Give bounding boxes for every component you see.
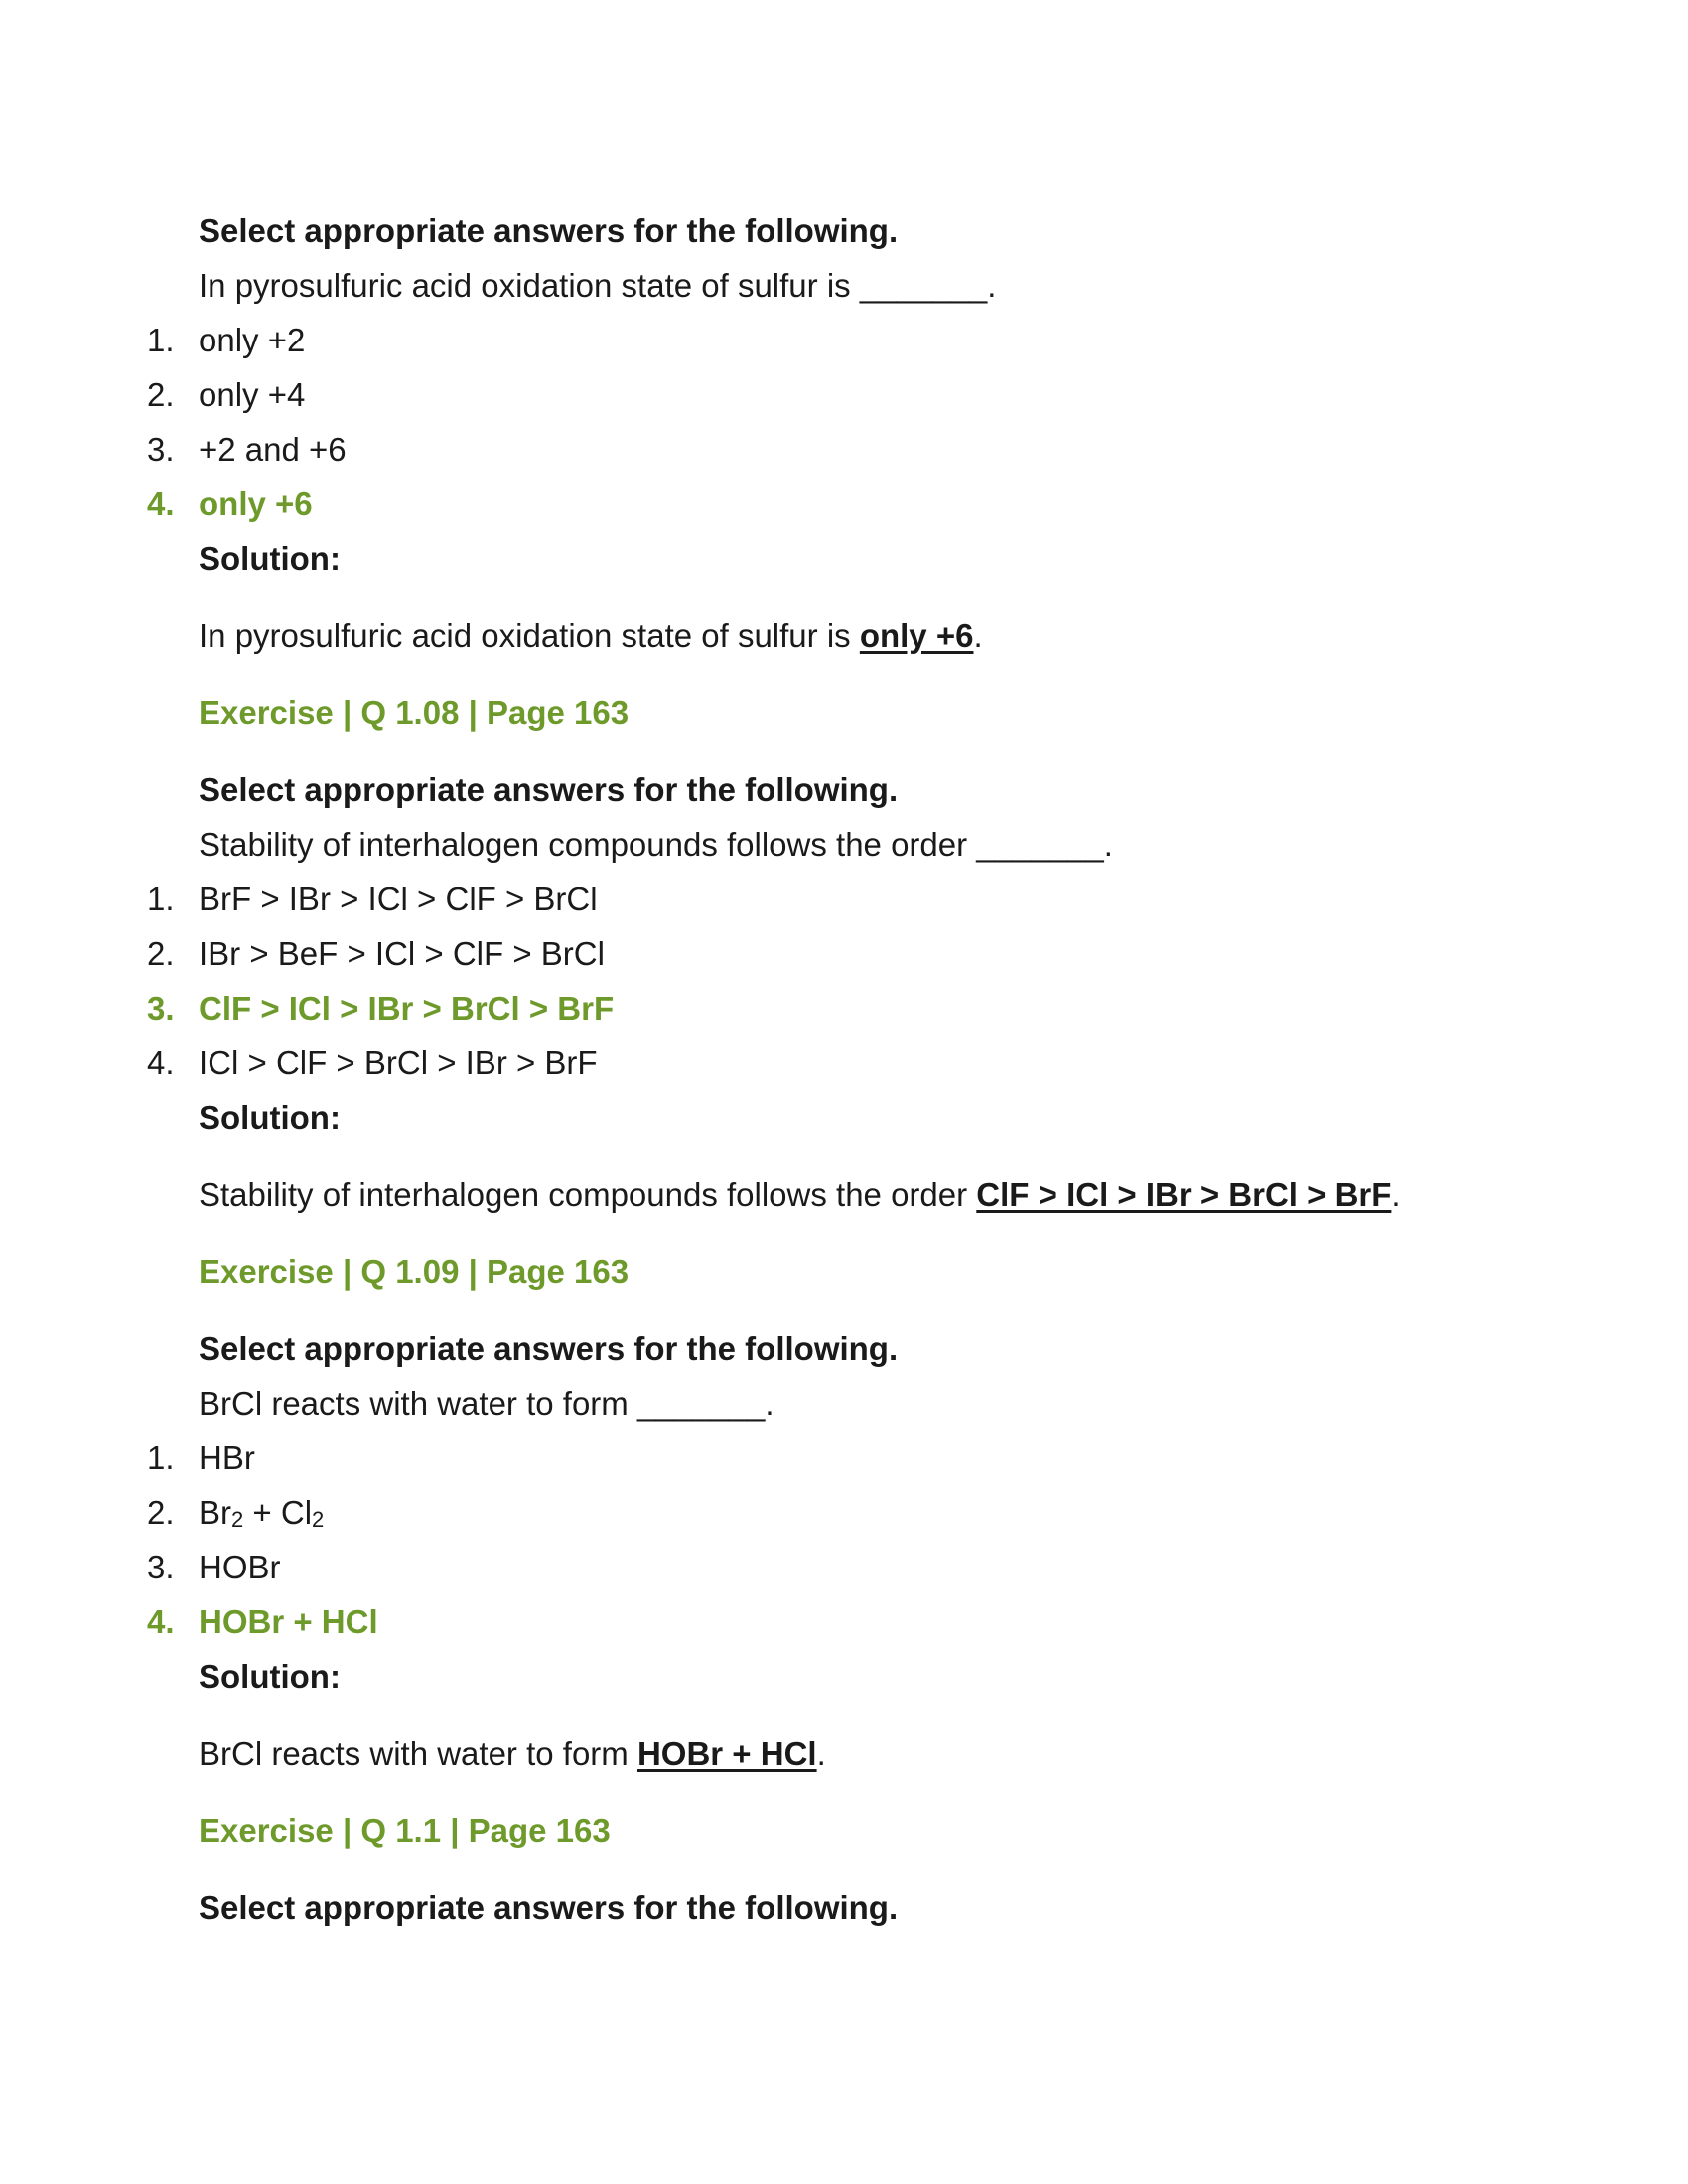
- q3-solution-label: Solution:: [199, 1658, 341, 1695]
- q3-option-3: 3. HOBr: [147, 1549, 281, 1585]
- q2-solution-answer: ClF > ICl > IBr > BrCl > BrF: [976, 1176, 1392, 1213]
- q1-prompt: Select appropriate answers for the following.: [199, 212, 899, 249]
- q3-option-2: 2. $Br_2 + Cl_2$: [147, 1494, 325, 1532]
- q3-option-4-correct: 4. HOBr + HCl: [147, 1603, 378, 1640]
- q1-solution-label: Solution:: [199, 540, 341, 577]
- q2-question: Stability of interhalogen compounds follows the order _______.: [199, 826, 1113, 863]
- q1-solution-answer: only +6: [859, 617, 974, 654]
- q2-option-2: 2. IBr > BeF > ICl > ClF > BrCl: [147, 935, 605, 972]
- q1-solution: In pyrosulfuric acid oxidation state of sulfur is only +6.: [199, 617, 983, 654]
- q1-option-3: 3. +2 and +6: [147, 431, 347, 468]
- q2-option-3-correct: 3. ClF > ICl > IBr > BrCl > BrF: [147, 990, 615, 1026]
- q3-prompt: Select appropriate answers for the following.: [199, 1330, 899, 1367]
- q2-heading: Exercise | Q 1.08 | Page 163: [199, 694, 630, 731]
- q1-option-1: 1. only +2: [147, 322, 306, 358]
- q2-solution: Stability of interhalogen compounds follows the order ClF > ICl > IBr > BrCl > BrF.: [199, 1176, 1401, 1213]
- q2-option-1: 1. BrF > IBr > ICl > ClF > BrCl: [147, 881, 598, 917]
- q3-question: BrCl reacts with water to form _______.: [199, 1385, 774, 1422]
- q1-option-4-correct: 4. only +6: [147, 485, 313, 522]
- q4-prompt: Select appropriate answers for the following.: [199, 1889, 899, 1926]
- q3-solution-answer: HOBr + HCl: [636, 1735, 817, 1772]
- q1-option-2: 2. only +4: [147, 376, 306, 413]
- q1-question: In pyrosulfuric acid oxidation state of sulfur is _______.: [199, 267, 997, 304]
- q2-solution-label: Solution:: [199, 1099, 341, 1136]
- q3-option-1: 1. HBr: [147, 1439, 255, 1476]
- q3-heading: Exercise | Q 1.09 | Page 163: [199, 1253, 630, 1290]
- q3-solution: BrCl reacts with water to form HOBr + HCl.: [199, 1735, 826, 1772]
- q2-prompt: Select appropriate answers for the following.: [199, 771, 899, 808]
- q2-option-4: 4. ICl > ClF > BrCl > IBr > BrF: [147, 1044, 598, 1081]
- q4-heading: Exercise | Q 1.1 | Page 163: [199, 1812, 611, 1848]
